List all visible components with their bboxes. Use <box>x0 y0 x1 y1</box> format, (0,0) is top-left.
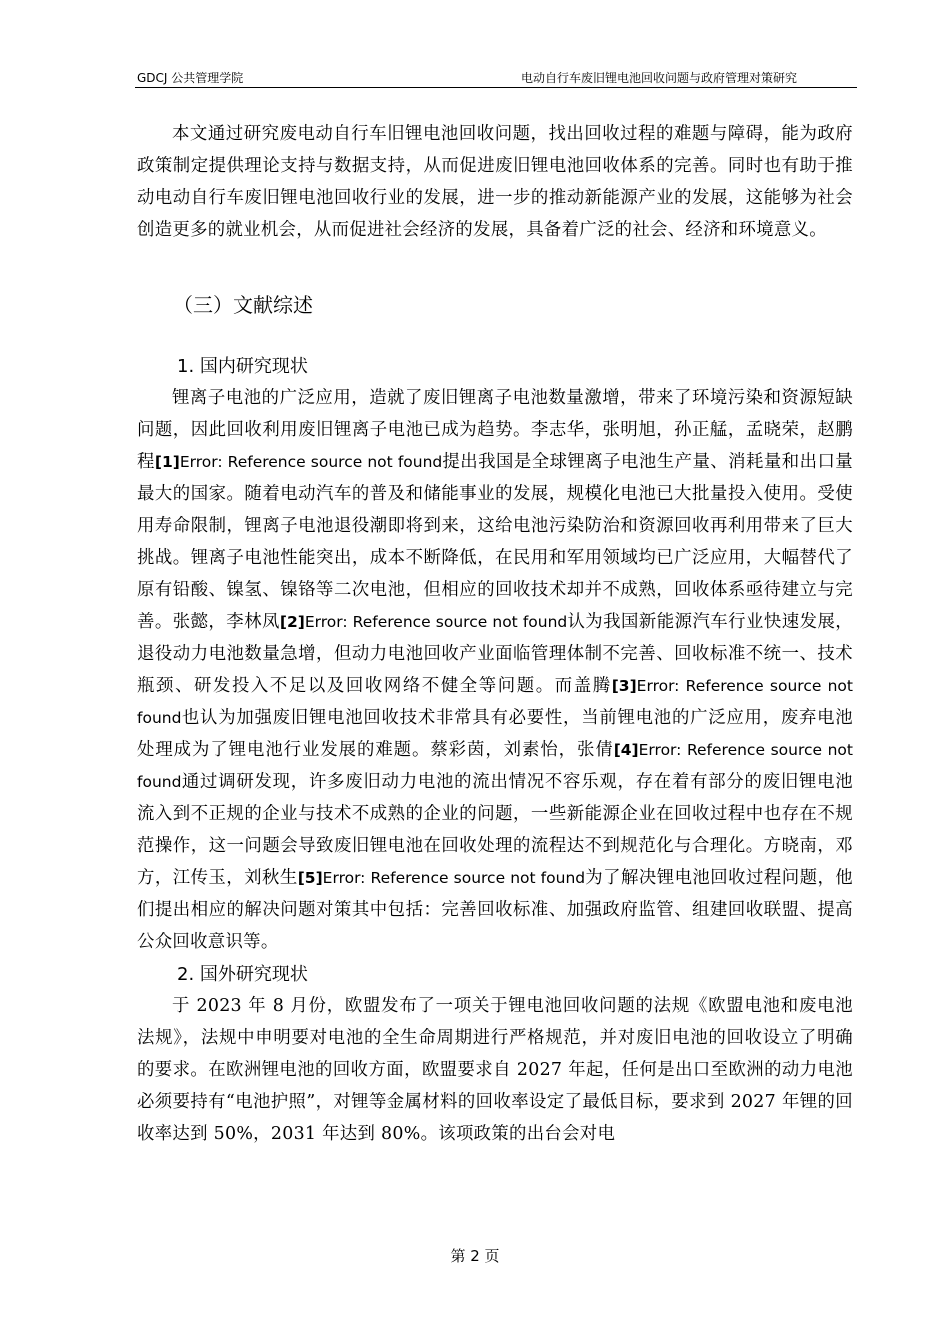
domestic-text-1: 锂离子电池的广泛应用，造就了废旧锂离子电池数量激增，带来了环境污染和资源短缺问题，因此回收利用废旧锂离子电池已成为趋势。李志华，张明旭，孙正艋，孟晓荣，赵鹏程 <box>137 388 853 472</box>
header-institution: GDCJ 公共管理学院 <box>137 71 244 85</box>
domestic-text-5: 通过调研发现，许多废旧动力电池的流出情况不容乐观，存在着有部分的废旧锂电池流入到不正规的企业与技术不成熟的企业的问题，一些新能源企业在回收过程中也存在不规范操作，这一问题会导致废旧锂电池在回收处理的流程达不到规范化与合理化。方晓南，邓方，江传玉，刘秋生 <box>137 772 853 888</box>
domestic-text-2: 提出我国是全球锂离子电池生产量、消耗量和出口量最大的国家。随着电动汽车的普及和储能事业的发展，规模化电池已大批量投入使用。受使用寿命限制，锂离子电池退役潮即将到来，这给电池污染防治和资源回收再利用带来了巨大挑战。锂离子电池性能突出，成本不断降低，在民用和军用领域均已广泛应用，大幅替代了原有铅酸、镍氢、镍铬等二次电池，但相应的回收技术却并不成熟，回收体系亟待建立与完善。张懿，李林凤 <box>137 452 853 632</box>
page-footer <box>0 1244 950 1268</box>
page-content <box>137 118 853 1150</box>
citation-5[interactable] <box>298 869 585 887</box>
domestic-text-3: 认为我国新能源汽车行业快速发展，退役动力电池数量急增，但动力电池回收产业面临管理体制不完善、回收标准不统一、技术瓶颈、研发投入不足以及回收网络不健全等问题。而盖腾 <box>137 612 854 696</box>
domestic-text-4: 也认为加强废旧锂电池回收技术非常具有必要性，当前锂电池的广泛应用，废弃电池处理成为了锂电池行业发展的难题。蔡彩茵，刘素怡，张倩 <box>137 708 853 760</box>
citation-1[interactable] <box>155 453 442 471</box>
domestic-text-6: 为了解决锂电池回收过程问题，他们提出相应的解决问题对策其中包括：完善回收标准、加强政府监管、组建回收联盟、提高公众回收意识等。 <box>137 868 853 952</box>
page-number: 第 2 页 <box>450 1247 500 1265</box>
citation-2-number: [2] <box>279 613 305 631</box>
subsection-title-domestic: 1. 国内研究现状 <box>177 356 308 377</box>
domestic-research-paragraph <box>137 382 853 958</box>
foreign-research-paragraph: 于 2023 年 8 月份，欧盟发布了一项关于锂电池回收问题的法规《欧盟电池和废电池法规》，法规中申明要对电池的全生命周期进行严格规范，并对废旧电池的回收设立了明确的要求。在欧洲锂电池的回收方面，欧盟要求自 2027 年起，任何是出口至欧洲的动力电池必须要持有“电池护照”，对锂等金属材料的回收率设定了最低目标，要求到 2027 年锂的回收率达到 50%，2031 年达到 80%。该项政策的出台会对电 <box>137 996 853 1144</box>
citation-2-error: Error: Reference source not found <box>304 613 568 631</box>
citation-4-error: Error: Reference source not found <box>137 741 853 791</box>
page-header <box>135 69 857 88</box>
citation-5-number: [5] <box>297 869 323 887</box>
citation-1-error: Error: Reference source not found <box>179 453 443 471</box>
citation-3-error: Error: Reference source not found <box>137 677 853 727</box>
subsection-title-foreign: 2. 国外研究现状 <box>177 964 308 985</box>
citation-4-number: [4] <box>613 741 639 759</box>
section-title-literature-review: （三）文献综述 <box>173 293 313 317</box>
citation-2[interactable] <box>280 613 567 631</box>
citation-3-number: [3] <box>611 677 637 695</box>
citation-5-error: Error: Reference source not found <box>322 869 586 887</box>
citation-1-number: [1] <box>154 453 180 471</box>
header-thesis-title: 电动自行车废旧锂电池回收问题与政府管理对策研究 <box>520 71 797 85</box>
intro-paragraph: 本文通过研究废电动自行车旧锂电池回收问题，找出回收过程的难题与障碍，能为政府政策制定提供理论支持与数据支持，从而促进废旧锂电池回收体系的完善。同时也有助于推动电动自行车废旧锂电池回收行业的发展，进一步的推动新能源产业的发展，这能够为社会创造更多的就业机会，从而促进社会经济的发展，具备着广泛的社会、经济和环境意义。 <box>137 124 853 240</box>
